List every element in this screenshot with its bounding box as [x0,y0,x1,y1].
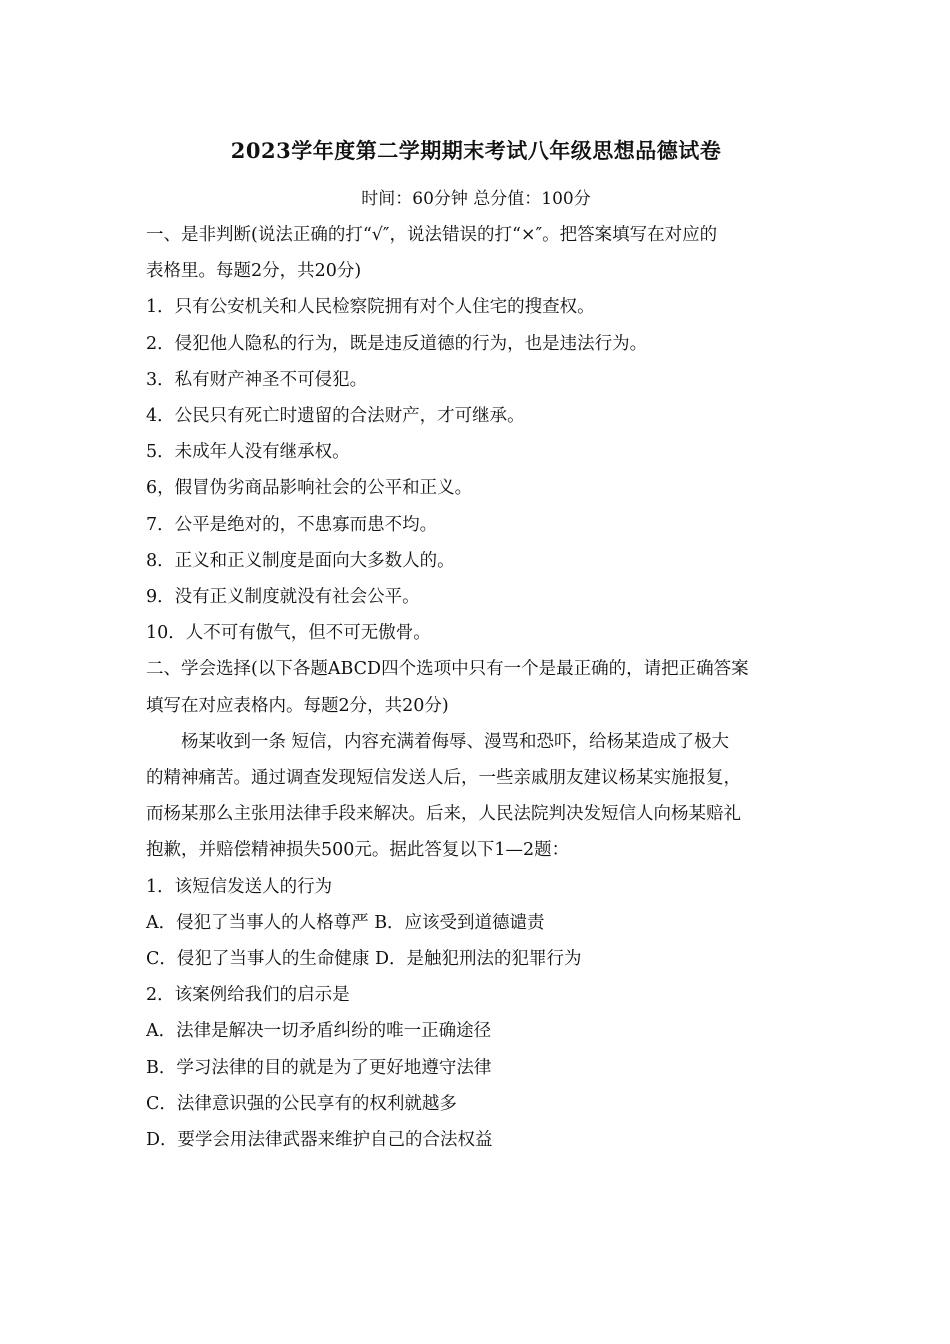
question-2-option-d: D．要学会用法律武器来维护自己的合法权益 [146,1130,493,1151]
question-2 [146,977,806,1158]
section2-heading-line1: 二、学会选择(以下各题ABCD四个选项中只有一个是最正确的，请把正确答案 [146,659,749,680]
tf-item-1: 1．只有公安机关和人民检察院拥有对个人住宅的搜查权。 [146,297,595,318]
question-1-options-ab: A．侵犯了当事人的人格尊严 B．应该受到道德谴责 [146,912,545,933]
exam-page [146,133,806,1158]
question-1-options-cd: C．侵犯了当事人的生命健康 D．是触犯刑法的犯罪行为 [146,949,582,970]
passage-line-1: 杨某收到一条 短信，内容充满着侮辱、漫骂和恐吓，给杨某造成了极大 [181,731,730,752]
question-1-stem: 1．该短信发送人的行为 [146,876,333,897]
tf-item-4: 4．公民只有死亡时遗留的合法财产，才可继承。 [146,406,525,427]
question-1 [146,869,806,978]
question-2-option-c: C．法律意识强的公民享有的权利就越多 [146,1093,457,1114]
tf-item-9: 9．没有正义制度就没有社会公平。 [146,587,420,608]
tf-item-7: 7．公平是绝对的，不患寡而患不均。 [146,514,438,535]
section2-heading-line2: 填写在对应表格内。每题2分，共20分) [146,695,449,716]
section1-heading-line1: 一、是非判断(说法正确的打“√″，说法错误的打“×″。把答案填写在对应的 [146,225,718,245]
passage-line-3: 而杨某那么主张用法律手段来解决。后来，人民法院判决发短信人向杨某赔礼 [146,804,741,825]
case-passage [146,724,806,869]
question-2-option-a: A．法律是解决一切矛盾纠纷的唯一正确途径 [146,1021,492,1042]
passage-line-4: 抱歉，并赔偿精神损失500元。据此答复以下1—2题： [146,840,570,861]
exam-time-score: 时间：60分钟 总分值：100分 [361,189,591,209]
question-2-stem: 2．该案例给我们的启示是 [146,985,350,1006]
tf-item-2: 2．侵犯他人隐私的行为，既是违反道德的行为，也是违法行为。 [146,333,648,354]
section-true-false [146,217,806,651]
tf-item-6: 6，假冒伪劣商品影响社会的公平和正义。 [146,478,473,499]
tf-item-8: 8．正义和正义制度是面向大多数人的。 [146,550,455,571]
section1-heading-line2: 表格里。每题2分，共20分) [146,261,362,282]
question-2-option-b: B．学习法律的目的就是为了更好地遵守法律 [146,1057,492,1078]
exam-title: 2023学年度第二学期期末考试八年级思想品德试卷 [230,138,722,163]
tf-item-10: 10．人不可有傲气，但不可无傲骨。 [146,623,431,644]
tf-item-3: 3．私有财产神圣不可侵犯。 [146,369,368,390]
section-multiple-choice [146,651,806,1158]
passage-line-2: 的精神痛苦。通过调查发现短信发送人后，一些亲戚朋友建议杨某实施报复， [146,768,741,789]
tf-item-5: 5．未成年人没有继承权。 [146,442,350,463]
